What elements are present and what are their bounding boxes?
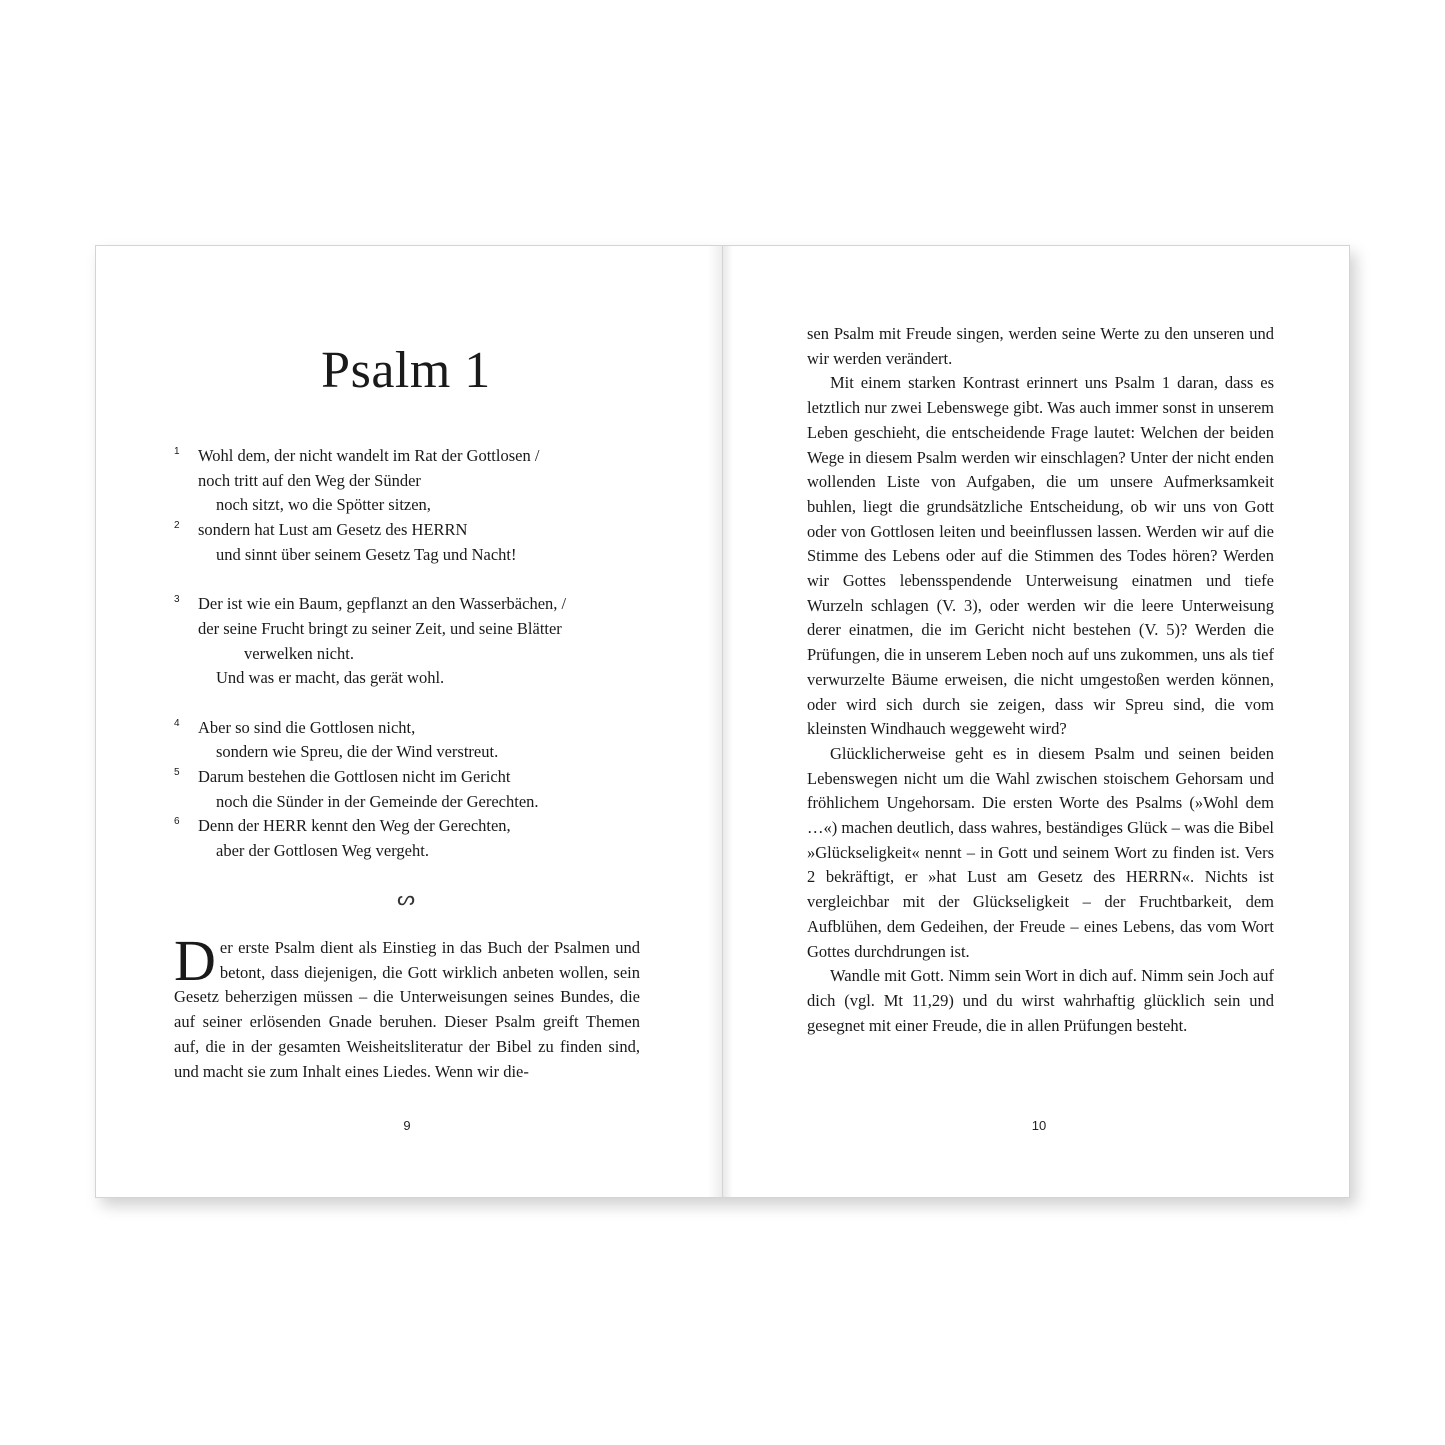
verse-number: 6 <box>174 816 180 828</box>
verse-text: sondern hat Lust am Gesetz des HERRN <box>198 520 468 540</box>
paragraph: Wandle mit Gott. Nimm sein Wort in dich auf. Nimm sein Joch auf dich (vgl. Mt 11,29) und du wirst wahrhaftig glücklich sein und gesegnet mit einer Freude, die in allen Prüfungen besteht. <box>807 966 1274 1035</box>
stanza-gap <box>174 567 654 592</box>
verse-line <box>174 469 654 494</box>
verse-text: Darum bestehen die Gottlosen nicht im Gericht <box>198 766 511 786</box>
verse-line <box>174 493 654 518</box>
paragraph: sen Psalm mit Freude singen, werden seine Werte zu den unseren und wir werden verändert. <box>807 324 1274 368</box>
verse-line <box>174 444 654 469</box>
right-page <box>722 245 1350 1198</box>
verse-text: der seine Frucht bringt zu seiner Zeit, und seine Blätter <box>198 618 562 638</box>
verse-text: aber der Gottlosen Weg vergeht. <box>216 841 429 860</box>
verse-text: sondern wie Spreu, die der Wind verstreut. <box>216 742 499 762</box>
verse-text: Aber so sind die Gottlosen nicht, <box>198 717 416 737</box>
verse-line <box>174 642 654 667</box>
verse-line <box>174 765 654 790</box>
commentary-paragraph: er erste Psalm dient als Einstieg in das Buch der Psalmen und betont, dass diejenigen, die Gott wirklich anbeten wollen, sein Gesetz beherzigen müssen – die Unterweisungen seines Bundes, die auf seiner erlösenden Gnade beruhen. Dieser Psalm greift Themen auf, die in der gesamten Weisheitsliteratur der Bibel zu finden sind, und macht sie zum Inhalt eines Liedes. Wenn wir die- <box>174 938 640 1081</box>
verse-text: verwelken nicht. <box>244 643 354 663</box>
verse-text: Wohl dem, der nicht wandelt im Rat der Gottlosen / <box>198 446 540 465</box>
verse-line <box>174 716 654 741</box>
verse-number: 3 <box>174 594 180 606</box>
commentary-text-right <box>807 322 1274 1038</box>
left-page <box>95 245 723 1198</box>
psalm-verses <box>174 444 654 864</box>
verse-line <box>174 839 654 864</box>
paragraph: Mit einem starken Kontrast erinnert uns Psalm 1 daran, dass es letztlich nur zwei Lebenswege gibt. Was auch immer sonst in unserem Leben geschieht, die entscheidende Frage lautet: Welchen der beiden Wege in diesem Psalm werden wir einschlagen? Unter der nicht enden wollenden Liste von Aufgaben, die um unsere Aufmerksamkeit buhlen, liegt die grundsätzliche Entscheidung, ob wir uns von Gott oder von Gottlosen leiten und beeinflussen lassen. Werden wir auf die Stimme des Lebens oder auf die Stimmen des Todes hören? Werden wir Gottes lebensspendende Unterweisung einatmen und tiefe Wurzeln schlagen (V. 3), oder werden wir die leere Unterweisung derer einatmen, die im Gericht nicht bestehen (V. 5)? Werden die Prüfungen, die in unserem Leben noch auf uns zukommen, uns als tief verwurzelte Bäume erweisen, die nicht umgestoßen werden können, oder wird sich durch sie zeigen, dass wir Spreu sind, die vom kleinsten Windhauch weggeweht wird? <box>807 373 1274 739</box>
verse-line <box>174 543 654 568</box>
paragraph: Glücklicherweise geht es in diesem Psalm und seinen beiden Lebenswegen nicht um die Wahl zwischen stoischem Gehorsam und fröhlichem Ungehorsam. Die ersten Worte des Psalms (»Wohl dem …«) machen deutlich, dass wahres, beständiges Glück – was die Bibel »Glückseligkeit« nennt – in Gott und seinem Wort zu finden ist. Vers 2 bekräftigt, er »hat Lust am Gesetz des HERRN«. Nichts ist vergleichbar mit der Glückseligkeit – der Fruchtbarkeit, dem Aufblühen, dem Gedeihen, der Freude – eines Lebens, das vom Wort Gottes durchdrungen ist. <box>807 743 1274 961</box>
verse-text: noch die Sünder in der Gemeinde der Gerechten. <box>216 791 539 811</box>
verse-line <box>174 592 654 617</box>
verse-number: 4 <box>174 717 180 729</box>
verse-line <box>174 518 654 543</box>
page-title: Psalm 1 <box>321 342 491 399</box>
verse-line <box>174 617 654 642</box>
verse-number: 1 <box>174 446 180 457</box>
page-number: 10 <box>1031 1118 1047 1133</box>
verse-number: 2 <box>174 520 180 532</box>
verse-text: Der ist wie ein Baum, gepflanzt an den Wasserbächen, / <box>198 594 567 614</box>
verse-line <box>174 666 654 691</box>
verse-line <box>174 790 654 815</box>
drop-cap: D <box>174 928 216 993</box>
stanza-gap <box>174 691 654 716</box>
verse-text: noch tritt auf den Weg der Sünder <box>198 470 421 490</box>
verse-text: und sinnt über seinem Gesetz Tag und Nacht! <box>216 544 517 564</box>
verse-line <box>174 740 654 765</box>
verse-text: Denn der HERR kennt den Weg der Gerechten, <box>198 816 511 836</box>
ornament-divider: ᔕ <box>397 888 415 910</box>
book-spread <box>95 245 1350 1198</box>
verse-line <box>174 814 654 839</box>
verse-text: Und was er macht, das gerät wohl. <box>216 668 445 688</box>
verse-text: noch sitzt, wo die Spötter sitzen, <box>216 495 431 515</box>
verse-number: 5 <box>174 766 180 778</box>
gutter-shadow <box>723 246 733 1197</box>
page-number: 9 <box>403 1118 411 1133</box>
commentary-text-left <box>174 928 640 1084</box>
